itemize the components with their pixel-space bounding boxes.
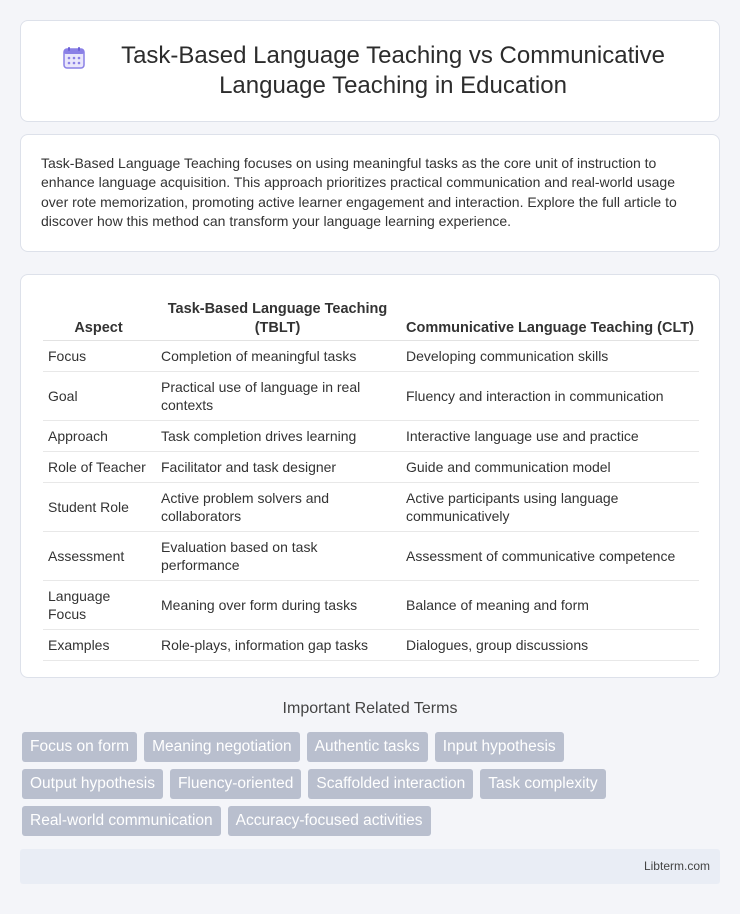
table-cell: Dialogues, group discussions [401,629,699,660]
table-cell: Interactive language use and practice [401,420,699,451]
intro-text: Task-Based Language Teaching focuses on using meaningful tasks as the core unit of instruction to enhance language acquisition. This approach prioritizes practical communication and real-world usage over rote memorization, promoting active learner engagement and interaction. Explore the full article to discover how this method can transform your language learning experience. [41,155,677,229]
footer [20,849,720,884]
tag-output-hypothesis[interactable]: Output hypothesis [22,769,163,799]
table-cell: Developing communication skills [401,340,699,371]
footer-brand-link[interactable]: Libterm.com [643,859,710,873]
table-cell: Completion of meaningful tasks [154,340,401,371]
table-cell: Role-plays, information gap tasks [154,629,401,660]
column-header-tblt: Task-Based Language Teaching (TBLT) [154,293,401,340]
comparison-card [20,274,720,678]
table-row [43,531,699,580]
table-cell: Balance of meaning and form [401,580,699,629]
table-cell: Language Focus [43,580,154,629]
tag-input-hypothesis[interactable]: Input hypothesis [435,732,564,762]
tag-fluency-oriented[interactable]: Fluency-oriented [170,769,301,799]
related-terms-list [22,732,722,843]
table-row [43,340,699,371]
table-row [43,451,699,482]
title-card [20,20,720,122]
tag-meaning-negotiation[interactable]: Meaning negotiation [144,732,300,762]
table-row [43,420,699,451]
tag-scaffolded-interaction[interactable]: Scaffolded interaction [308,769,473,799]
tag-row [22,806,722,836]
page-title: Task-Based Language Teaching vs Communicative Language Teaching in Education [121,42,665,99]
column-header-aspect: Aspect [43,293,154,340]
tag-row [22,732,722,762]
table-cell: Guide and communication model [401,451,699,482]
table-row [43,580,699,629]
table-cell: Active participants using language communicatively [401,482,699,531]
table-cell: Assessment of communicative competence [401,531,699,580]
table-row [43,482,699,531]
table-cell: Assessment [43,531,154,580]
calendar-icon [61,45,87,71]
intro-card [20,134,720,252]
tag-authentic-tasks[interactable]: Authentic tasks [307,732,428,762]
tag-focus-on-form[interactable]: Focus on form [22,732,137,762]
table-cell: Focus [43,340,154,371]
related-terms-heading: Important Related Terms [282,700,458,717]
title-wrap [61,41,679,101]
column-header-clt: Communicative Language Teaching (CLT) [401,293,699,340]
table-row [43,629,699,660]
table-cell: Fluency and interaction in communication [401,371,699,420]
table-cell: Facilitator and task designer [154,451,401,482]
comparison-table [43,293,699,661]
tag-accuracy-focused-activities[interactable]: Accuracy-focused activities [228,806,431,836]
table-cell: Task completion drives learning [154,420,401,451]
tag-row [22,769,722,799]
table-cell: Role of Teacher [43,451,154,482]
table-cell: Student Role [43,482,154,531]
table-cell: Meaning over form during tasks [154,580,401,629]
table-cell: Goal [43,371,154,420]
table-cell: Examples [43,629,154,660]
table-cell: Evaluation based on task performance [154,531,401,580]
table-row [43,371,699,420]
table-cell: Active problem solvers and collaborators [154,482,401,531]
table-header-row [43,293,699,340]
tag-real-world-communication[interactable]: Real-world communication [22,806,221,836]
table-cell: Approach [43,420,154,451]
tag-task-complexity[interactable]: Task complexity [480,769,605,799]
table-cell: Practical use of language in real contexts [154,371,401,420]
